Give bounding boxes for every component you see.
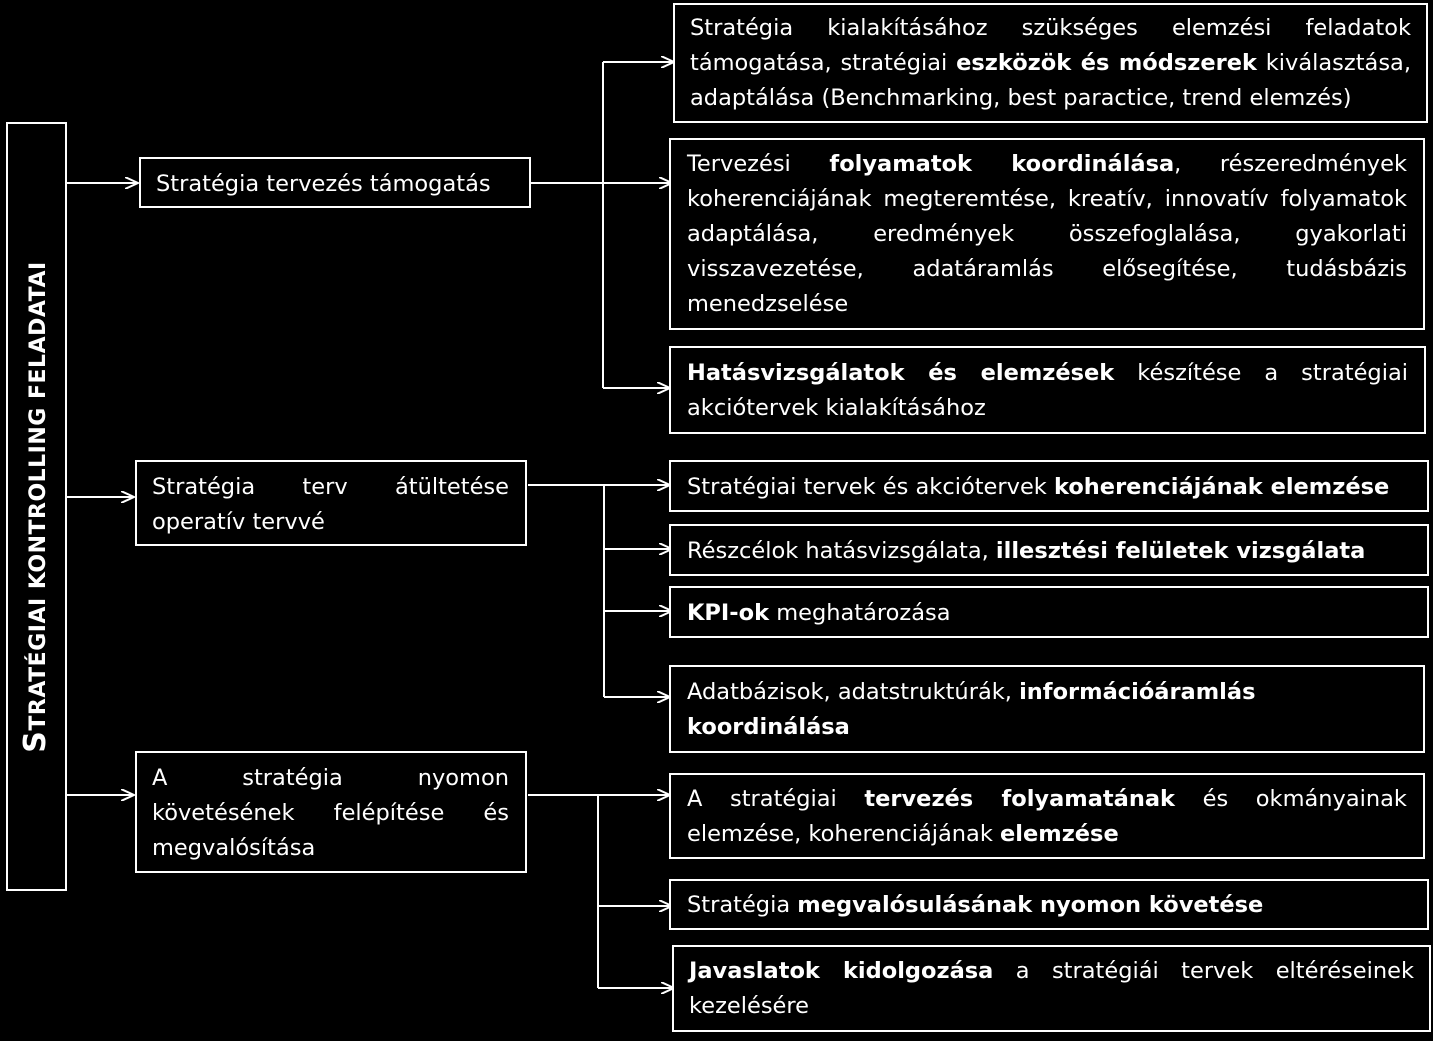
leaf-box-kpi: KPI-ok meghatározása: [669, 586, 1429, 638]
leaf-box-planning-process: A stratégiai tervezés folyamatának és okmányainak elemzése, koherenciájának elemzése: [669, 773, 1425, 859]
root-box: [6, 122, 67, 891]
leaf-box-impact-analysis: Hatásvizsgálatok és elemzések készítése a stratégiai akciótervek kialakításához: [669, 346, 1426, 434]
mid-box-tracking-build: A stratégia nyomon követésének felépítése és megvalósítása: [135, 751, 527, 873]
leaf-box-coherence-analysis: Stratégiai tervek és akciótervek koherenciájának elemzése: [669, 460, 1429, 512]
leaf-box-implementation-tracking: Stratégia megvalósulásának nyomon követése: [669, 879, 1429, 930]
mid-box-plan-to-operative: Stratégia terv átültetése operatív tervvé: [135, 460, 527, 546]
leaf-box-subgoal-impact: Részcélok hatásvizsgálata, illesztési felületek vizsgálata: [669, 524, 1429, 576]
leaf-box-analysis-support: Stratégia kialakításához szükséges elemzési feladatok támogatása, stratégiai eszközök és módszerek kiválasztása, adaptálása (Benchmarking, best paractice, trend elemzés): [673, 3, 1428, 123]
mid-box-strategy-planning-support: Stratégia tervezés támogatás: [139, 157, 531, 208]
leaf-box-process-coordination: Tervezési folyamatok koordinálása, részeredmények koherenciájának megteremtése, kreatív, innovatív folyamatok adaptálása, eredmények összefoglalása, gyakorlati visszavezetése, adatáramlás elősegítése, tudásbázis menedzselése: [669, 138, 1425, 330]
root-title: STRATÉGIAI KONTROLLING FELADATAI: [17, 260, 53, 753]
leaf-box-recommendations: Javaslatok kidolgozása a stratégiái tervek eltéréseinek kezelésére: [672, 945, 1431, 1032]
leaf-box-databases: Adatbázisok, adatstruktúrák, információáramlás koordinálása: [669, 665, 1425, 753]
